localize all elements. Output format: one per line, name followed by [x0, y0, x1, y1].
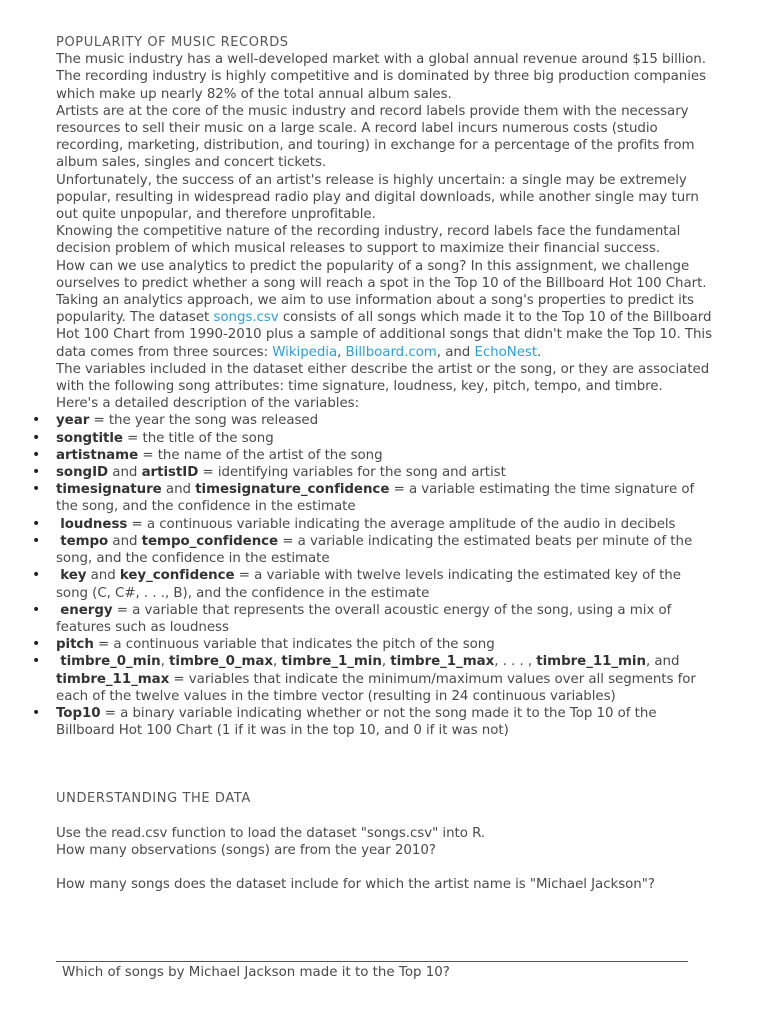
var-name: songID [56, 465, 109, 481]
var-name: Top10 [56, 705, 101, 721]
dataset-text-e: . [537, 344, 542, 360]
var-name: timesignature [56, 482, 162, 498]
var-desc: = the name of the artist of the song [138, 447, 383, 463]
var-desc: = a variable indicating the estimated beats per minute of the song, and the confidence in the estimate [56, 533, 693, 567]
var-name: timesignature_confidence [195, 482, 390, 498]
var-desc: = a continuous variable indicating the average amplitude of the audio in decibels [127, 516, 676, 532]
songs-csv-link[interactable]: songs.csv [213, 310, 279, 326]
paragraph-intro: The music industry has a well-developed market with a global annual revenue around $15 billion. The recording industry is highly competitive and is dominated by three big production companies which make up nearly 82% of the total annual album sales. [56, 52, 707, 102]
var-name: energy [60, 602, 113, 618]
paragraph-variables-intro: The variables included in the dataset either describe the artist or the song, or they are associated with the following song attributes: time signature, loudness, key, pitch, tempo, and timbre. [56, 361, 710, 395]
var-desc: = the year the song was released [89, 413, 319, 429]
variables-list [56, 412, 716, 739]
var-desc: = a variable estimating the time signature of the song, and the confidence in the estimate [56, 482, 695, 515]
var-desc: = variables that indicate the minimum/maximum values over all segments for each of the twelve values in the timbre vector (resulting in 24 continuous variables) [56, 671, 696, 704]
var-name: timbre_0_min [60, 654, 161, 670]
list-item [56, 447, 716, 464]
dataset-text-d: , and [436, 344, 475, 360]
var-name: artistname [56, 447, 139, 463]
var-desc: = identifying variables for the song and artist [198, 465, 506, 481]
var-name: timbre_0_max [169, 654, 273, 670]
spacer [56, 859, 716, 876]
paragraph-artists: Artists are at the core of the music industry and record labels provide them with the necessary resources to sell their music on a large scale. A record label incurs numerous costs (studio recording, marketing, distribution, and touring) in exchange for a percentage of the profits from album sales, singles and concert tickets. [56, 103, 695, 171]
var-desc: = the title of the song [122, 430, 274, 446]
paragraph-decision-problem: Knowing the competitive nature of the recording industry, record labels face the fundamental decision problem of which musical releases to support to maximize their financial success. [56, 224, 681, 257]
question-michael-jackson-count: How many songs does the dataset include for which the artist name is "Michael Jackson"? [56, 876, 655, 892]
dataset-text-c: , [337, 344, 346, 360]
var-desc: = a binary variable indicating whether or not the song made it to the Top 10 of the Billboard Hot 100 Chart (1 if it was in the top 10, and 0 if it was not) [56, 705, 657, 739]
var-desc: = a continuous variable that indicates the pitch of the song [93, 637, 495, 653]
list-item [56, 602, 716, 636]
var-desc: = a variable with twelve levels indicating the estimated key of the song (C, C#, . . ., B), and the confidence in the estimate [56, 568, 681, 601]
var-name: timbre_11_min [536, 654, 646, 670]
dataset-text-a: Taking an analytics approach, we aim to use information about a song's properties to predict its popularity. The dataset [56, 293, 694, 326]
list-item [56, 516, 716, 533]
list-item [56, 653, 716, 705]
var-name: artistID [141, 465, 199, 481]
var-name: key_confidence [119, 568, 235, 584]
dataset-text-b: consists of all songs which made it to the Top 10 of the Billboard Hot 100 Chart from 1990-2010 plus a sample of additional songs that didn't make the Top 10. This data comes from three sources: [56, 310, 713, 360]
var-name: loudness [60, 516, 128, 532]
spacer [56, 808, 716, 825]
list-item [56, 412, 716, 429]
section-heading-popularity: POPULARITY OF MUSIC RECORDS [56, 35, 289, 50]
question-load-data: Use the read.csv function to load the dataset "songs.csv" into R. [56, 825, 486, 841]
var-sep: , . . . , [494, 654, 537, 670]
echonest-link[interactable]: EchoNest [474, 344, 538, 360]
var-name: year [56, 413, 90, 429]
var-name: timbre_1_min [281, 654, 382, 670]
document-body [56, 34, 716, 893]
var-name: tempo_confidence [141, 533, 279, 549]
var-name: songtitle [56, 430, 123, 446]
list-item [56, 464, 716, 481]
var-sep: , [160, 654, 170, 670]
var-name: timbre_11_max [56, 671, 170, 687]
spacer [56, 739, 716, 790]
horizontal-rule [56, 961, 688, 962]
var-name: pitch [56, 637, 94, 653]
list-item [56, 567, 716, 601]
paragraph-dataset [56, 292, 716, 361]
var-name: timbre_1_max [390, 654, 495, 670]
wikipedia-link[interactable]: Wikipedia [272, 344, 338, 360]
var-sep: and [108, 465, 142, 481]
list-item [56, 430, 716, 447]
var-sep: , and [645, 654, 680, 670]
paragraph-variables-lead: Here's a detailed description of the variables: [56, 396, 360, 412]
paragraph-analytics-question: How can we use analytics to predict the popularity of a song? In this assignment, we challenge ourselves to predict whether a song will reach a spot in the Top 10 of the Billboard Hot 100 Chart. [56, 258, 707, 291]
list-item [56, 636, 716, 653]
question-michael-jackson-top10: Which of songs by Michael Jackson made it to the Top 10? [62, 965, 450, 980]
paragraph-uncertainty: Unfortunately, the success of an artist's release is highly uncertain: a single may be extremely popular, resulting in widespread radio play and digital downloads, while another single may turn out quite unpopular, and therefore unprofitable. [56, 172, 699, 223]
list-item [56, 705, 716, 739]
var-sep: , [273, 654, 282, 670]
var-name: tempo [60, 533, 109, 549]
billboard-link[interactable]: Billboard.com [345, 344, 437, 360]
list-item [56, 533, 716, 567]
var-desc: = a variable that represents the overall acoustic energy of the song, using a mix of features such as loudness [56, 602, 672, 635]
question-observations-2010: How many observations (songs) are from the year 2010? [56, 842, 436, 858]
list-item [56, 481, 716, 515]
var-sep: , [381, 654, 391, 670]
var-name: key [60, 568, 87, 584]
var-sep: and [108, 533, 142, 549]
var-sep: and [86, 568, 120, 584]
section-heading-understanding: UNDERSTANDING THE DATA [56, 791, 251, 807]
var-sep: and [161, 482, 196, 498]
